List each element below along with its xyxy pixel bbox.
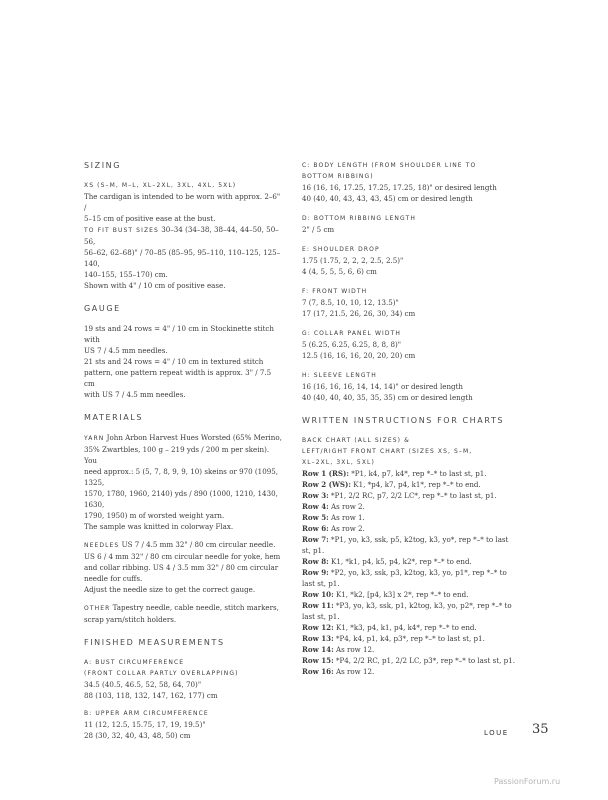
chart-row <box>302 512 524 523</box>
measurement-d-label: D: BOTTOM RIBBING LENGTH <box>302 215 416 222</box>
measurement-line: 17 (17, 21.5, 26, 26, 30, 34) cm <box>302 309 416 318</box>
chart-rows-list <box>302 468 524 677</box>
measurement-line: 11 (12, 12.5, 15.75, 17, 19, 19.5)" <box>84 720 206 729</box>
chart-row <box>302 534 524 545</box>
chart-row-text: K1, *k3, p4, k1, p4, k4*, rep *–* to end. <box>333 623 477 632</box>
chart-row <box>302 523 524 534</box>
gauge-line: US 7 / 4.5 mm needles. <box>84 346 168 355</box>
charts-heading: WRITTEN INSTRUCTIONS FOR CHARTS <box>302 416 505 425</box>
measurement-line: 4 (4, 5, 5, 5, 6, 6) cm <box>302 267 377 276</box>
other-line: OTHER Tapestry needle, cable needle, stitch markers, <box>84 603 279 612</box>
materials-line: 1790, 1950) m of worsted weight yarn. <box>84 511 225 520</box>
chart-row <box>302 468 524 479</box>
chart-row <box>302 589 524 600</box>
needles-line: NEEDLES US 7 / 4.5 mm 32" / 80 cm circular needle. <box>84 540 276 549</box>
chart-row-text: *P2, yo, k3, ssk, p3, k2tog, k3, yo, p1*, rep *–* to <box>328 568 507 577</box>
chart-row-label: Row 4: <box>302 502 329 511</box>
chart-row-text: K1, *k2, [p4, k3] x 2*, rep *–* to end. <box>333 590 469 599</box>
chart-row-text: K1, *k1, p4, k5, p4, k2*, rep *–* to end. <box>328 557 472 566</box>
measurement-line: 7 (7, 8.5, 10, 10, 12, 13.5)" <box>302 298 399 307</box>
materials-heading: MATERIALS <box>84 413 144 422</box>
chart-row <box>302 479 524 490</box>
materials-line: and collar ribbing. US 4 / 3.5 mm 32" / 80 cm circular <box>84 563 279 572</box>
watermark: PassionForum.ru <box>494 777 561 786</box>
measurement-h-label: H: SLEEVE LENGTH <box>302 372 377 379</box>
measurement-g-label: G: COLLAR PANEL WIDTH <box>302 330 401 337</box>
chart-row-label: Row 13: <box>302 634 334 643</box>
yarn-label: YARN <box>84 435 105 442</box>
bust-sizes-label: TO FIT BUST SIZES <box>84 227 159 234</box>
charts-sub-label: XL–2XL, 3XL, 5XL) <box>302 459 375 466</box>
chart-row-text: As row 2. <box>328 524 365 533</box>
gauge-line: 19 sts and 24 rows = 4" / 10 cm in Stockinette stitch with <box>84 324 274 344</box>
chart-row-text: last st, p1. <box>302 579 340 588</box>
chart-row-label: Row 8: <box>302 557 329 566</box>
materials-line: 35% Zwartbles, 100 g – 219 yds / 200 m per skein). You <box>84 445 270 465</box>
chart-row-label: Row 5: <box>302 513 329 522</box>
materials-line: The sample was knitted in colorway Flax. <box>84 522 234 531</box>
chart-row-label: Row 6: <box>302 524 329 533</box>
sizing-heading: SIZING <box>84 161 122 170</box>
gauge-line: with US 7 / 4.5 mm needles. <box>84 390 186 399</box>
charts-sub-label: BACK CHART (ALL SIZES) & <box>302 437 410 444</box>
charts-sub-label: LEFT/RIGHT FRONT CHART (SIZES XS, S–M, <box>302 448 473 455</box>
chart-row <box>302 545 524 556</box>
chart-row-label: Row 10: <box>302 590 334 599</box>
chart-row-text: last st, p1. <box>302 612 340 621</box>
measurement-line: 2" / 5 cm <box>302 225 335 234</box>
chart-row-label: Row 16: <box>302 667 334 676</box>
chart-row-label: Row 1 (RS): <box>302 469 349 478</box>
measurement-c-label-2: BOTTOM RIBBING) <box>302 173 374 180</box>
gauge-line: 21 sts and 24 rows = 4" / 10 cm in textured stitch <box>84 357 264 366</box>
sizing-line: 140–155, 155–170) cm. <box>84 270 168 279</box>
chart-row-text: *P4, k4, p1, k4, p3*, rep *–* to last st, p1. <box>333 634 485 643</box>
measurement-line: 34.5 (40.5, 46.5, 52, 58, 64, 70)" <box>84 680 202 689</box>
chart-row <box>302 578 524 589</box>
measurement-c-label: C: BODY LENGTH (FROM SHOULDER LINE TO <box>302 162 477 169</box>
materials-line: need approx.: 5 (5, 7, 8, 9, 9, 10) skeins or 970 (1095, 1325, <box>84 467 278 487</box>
chart-row-label: Row 7: <box>302 535 329 544</box>
chart-row-label: Row 12: <box>302 623 334 632</box>
measurement-line: 16 (16, 16, 16, 14, 14, 14)" or desired length <box>302 382 463 391</box>
measurement-b-label: B: UPPER ARM CIRCUMFERENCE <box>84 710 209 717</box>
measurement-f-label: F: FRONT WIDTH <box>302 288 368 295</box>
chart-row <box>302 600 524 611</box>
sizing-line: 56–62, 62–68)" / 70–85 (85–95, 95–110, 110–125, 125–140, <box>84 248 281 268</box>
chart-row-text: As row 12. <box>333 645 375 654</box>
measurement-line: 5 (6.25, 6.25, 6.25, 8, 8, 8)" <box>302 340 402 349</box>
measurement-line: 88 (103, 118, 132, 147, 162, 177) cm <box>84 691 218 700</box>
chart-row-text: *P3, yo, k3, ssk, p1, k2tog, k3, yo, p2*, rep *–* to <box>333 601 512 610</box>
right-column <box>302 160 524 677</box>
materials-line: 1570, 1780, 1960, 2140) yds / 890 (1000, 1210, 1430, 1630, <box>84 489 278 509</box>
measurement-line: 16 (16, 16, 17.25, 17.25, 17.25, 18)" or desired length <box>302 183 497 192</box>
yarn-line: YARN John Arbon Harvest Hues Worsted (65% Merino, <box>84 433 282 442</box>
gauge-heading: GAUGE <box>84 304 121 313</box>
needles-label: NEEDLES <box>84 542 120 549</box>
chart-row <box>302 611 524 622</box>
chart-row-text: As row 2. <box>328 502 365 511</box>
chart-row <box>302 633 524 644</box>
chart-row-label: Row 14: <box>302 645 334 654</box>
chart-row-text: *P1, k4, p7, k4*, rep *–* to last st, p1. <box>348 469 487 478</box>
bust-sizes-line: TO FIT BUST SIZES 30–34 (34–38, 38–44, 44–50, 50–56, <box>84 225 279 246</box>
chart-row-label: Row 9: <box>302 568 329 577</box>
chart-row <box>302 655 524 666</box>
chart-row <box>302 666 524 677</box>
chart-row-label: Row 2 (WS): <box>302 480 352 489</box>
sizing-sizes-label: XS (S–M, M–L, XL–2XL, 3XL, 4XL, 5XL) <box>84 182 237 189</box>
measurement-e-label: E: SHOULDER DROP <box>302 246 380 253</box>
chart-row-text: *P1, 2/2 RC, p7, 2/2 LC*, rep *–* to last st, p1. <box>328 491 497 500</box>
chart-row-text: st, p1. <box>302 546 325 555</box>
materials-line: US 6 / 4 mm 32" / 80 cm circular needle for yoke, hem <box>84 552 281 561</box>
materials-line: needle for cuffs. <box>84 574 143 583</box>
chart-row <box>302 501 524 512</box>
sizing-line: Shown with 4" / 10 cm of positive ease. <box>84 281 226 290</box>
chart-row <box>302 622 524 633</box>
chart-row-text: *P1, yo, k3, ssk, p5, k2tog, k3, yo*, rep *–* to last <box>328 535 509 544</box>
finished-heading: FINISHED MEASUREMENTS <box>84 638 225 647</box>
left-column <box>84 160 284 741</box>
measurement-line: 40 (40, 40, 43, 43, 43, 45) cm or desired length <box>302 194 473 203</box>
measurement-a-label: A: BUST CIRCUMFERENCE <box>84 659 185 666</box>
sizing-line: 5–15 cm of positive ease at the bust. <box>84 214 216 223</box>
gauge-line: pattern, one pattern repeat width is approx. 3" / 7.5 cm <box>84 368 272 388</box>
measurement-line: 1.75 (1.75, 2, 2, 2, 2.5, 2.5)" <box>302 256 404 265</box>
chart-row <box>302 644 524 655</box>
measurement-line: 28 (30, 32, 40, 43, 48, 50) cm <box>84 731 191 740</box>
chart-row-label: Row 15: <box>302 656 334 665</box>
chart-row <box>302 490 524 501</box>
chart-row-label: Row 11: <box>302 601 334 610</box>
chart-row-text: As row 1. <box>328 513 365 522</box>
measurement-line: 40 (40, 40, 40, 35, 35, 35) cm or desired length <box>302 393 473 402</box>
sizing-line: The cardigan is intended to be worn with approx. 2–6" / <box>84 192 281 212</box>
measurement-line: 12.5 (16, 16, 16, 20, 20, 20) cm <box>302 351 416 360</box>
chart-row-label: Row 3: <box>302 491 329 500</box>
materials-line: Adjust the needle size to get the correct gauge. <box>84 585 256 594</box>
chart-row <box>302 556 524 567</box>
chart-row-text: As row 12. <box>333 667 375 676</box>
other-label: OTHER <box>84 605 111 612</box>
materials-line: scrap yarn/stitch holders. <box>84 615 177 624</box>
chart-row-text: K1, *p4, k7, p4, k1*, rep *–* to end. <box>351 480 481 489</box>
page-number: 35 <box>532 722 549 737</box>
measurement-a-sub: (FRONT COLLAR PARTLY OVERLAPPING) <box>84 670 239 677</box>
chart-row-text: *P4, 2/2 RC, p1, 2/2 LC, p3*, rep *–* to last st, p1. <box>333 656 515 665</box>
chart-row <box>302 567 524 578</box>
footer-brand: LOUE <box>484 729 509 737</box>
